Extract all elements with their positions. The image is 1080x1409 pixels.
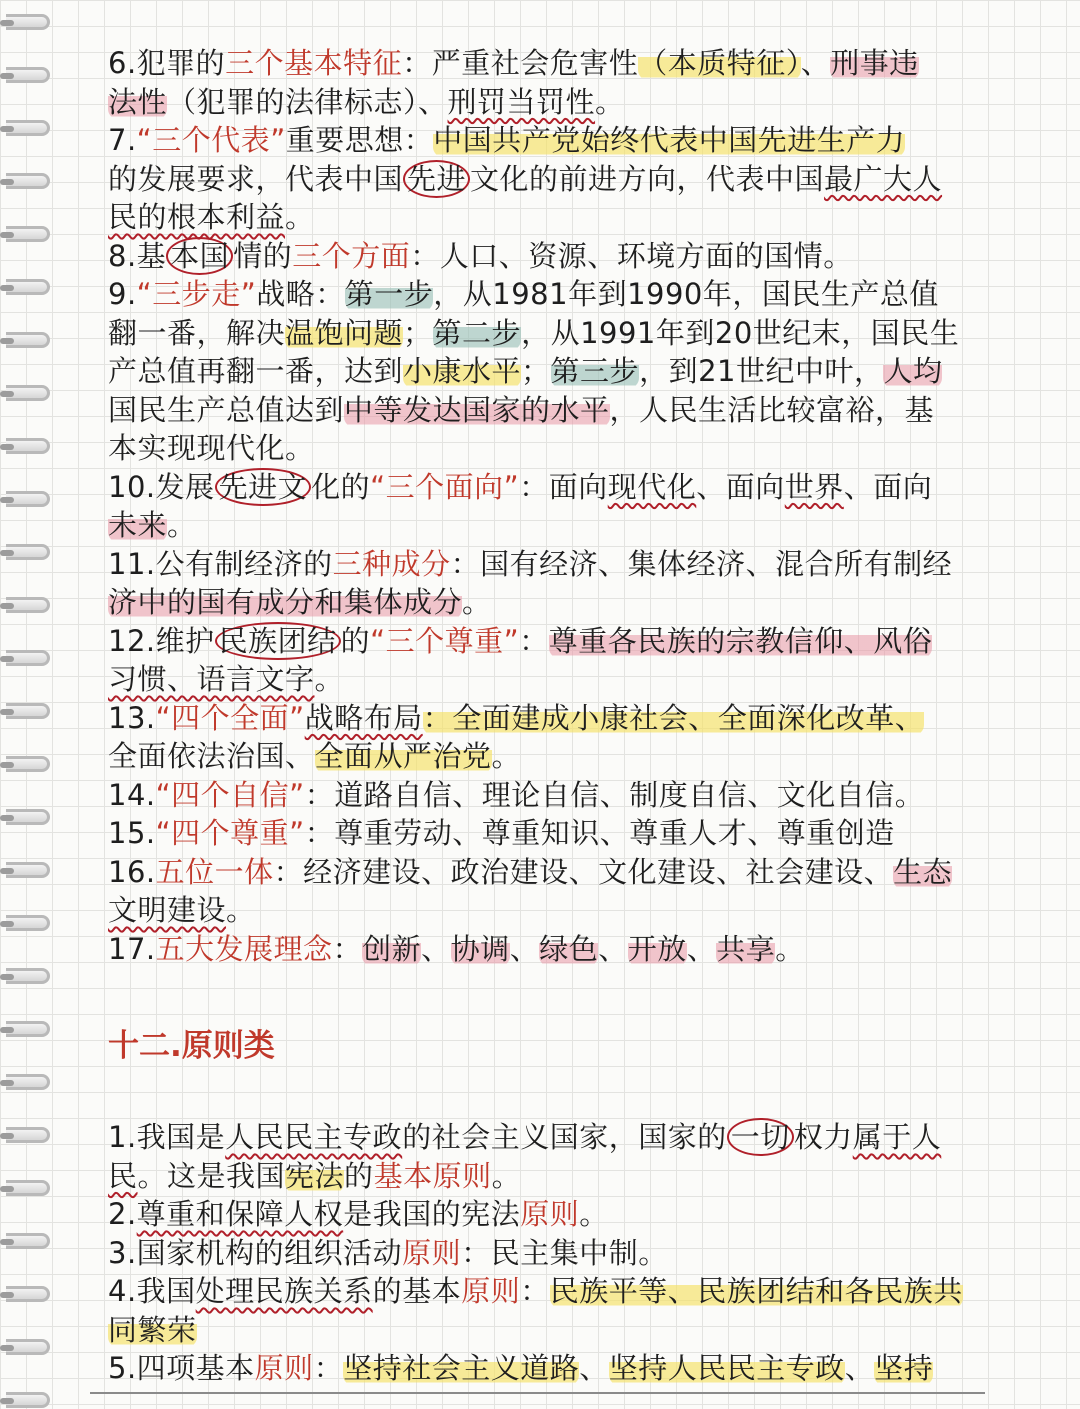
spiral-ring [6, 968, 50, 984]
note-text-segment: 五位一体 [155, 854, 274, 889]
note-text-segment: 、 [598, 931, 628, 966]
spiral-ring [6, 279, 50, 295]
note-text-segment: 绿色 [539, 931, 599, 966]
note-line [108, 1272, 988, 1311]
note-text-segment: 1.我国是 [108, 1120, 226, 1154]
note-line [108, 776, 988, 815]
note-text-segment: 属于人 [852, 1120, 942, 1154]
note-text-segment: 尊重各民族的宗教信仰、风俗 [548, 623, 933, 658]
note-text-segment: “四个尊重” [155, 816, 305, 850]
note-text-segment: 8.基 [108, 238, 167, 273]
note-text-segment: 翻一番，解决 [108, 315, 286, 350]
note-line [108, 1118, 988, 1157]
note-text-segment: 。 [595, 84, 625, 119]
note-line [108, 160, 988, 199]
note-text-segment: ： [520, 1274, 550, 1308]
spiral-ring [6, 438, 50, 454]
note-line [108, 660, 988, 699]
note-text-segment: 坚持 [874, 1351, 934, 1385]
note-text-segment: 战略布局 [304, 700, 423, 735]
spiral-ring [6, 173, 50, 189]
spiral-ring [6, 597, 50, 613]
note-line [108, 506, 988, 545]
note-text-segment: 、 [579, 1351, 609, 1385]
note-text-segment: ：尊重劳动、尊重知识、尊重人才、尊重创造 [304, 816, 895, 850]
spiral-ring [6, 226, 50, 242]
note-line [108, 429, 988, 468]
note-text-segment: 先进文 [215, 468, 312, 506]
note-text-segment: 。 [491, 739, 522, 773]
note-text-segment: 同繁荣 [108, 1312, 197, 1347]
note-text-segment: 的社会主义国家，国家的 [402, 1120, 727, 1154]
note-text-segment: 战略： [256, 277, 345, 311]
note-text-segment: 7. [108, 123, 137, 157]
note-text-segment: 宪法 [285, 1158, 345, 1193]
note-text-segment: ：民主集中制。 [461, 1235, 668, 1270]
note-text-segment: “三个尊重” [370, 623, 520, 658]
note-line [108, 44, 988, 83]
note-text-segment: 法性 [108, 84, 168, 119]
spiral-ring [6, 1233, 50, 1249]
note-text-segment: 5.四项基本 [108, 1351, 255, 1385]
note-text-segment: 。 [491, 1158, 522, 1193]
note-line [108, 275, 988, 314]
notes-content [108, 44, 988, 1388]
notes-list-top [108, 44, 988, 968]
note-text-segment: 先进 [403, 160, 470, 198]
note-text-segment: 全面依法治国、 [108, 739, 315, 773]
note-text-segment: 。 [775, 931, 805, 966]
spiral-ring [6, 1021, 50, 1037]
note-text-segment: 最广大人 [824, 161, 943, 196]
note-line [108, 699, 988, 738]
notebook-spiral-binding [0, 0, 62, 1409]
note-line [108, 121, 988, 160]
note-text-segment: 原则 [254, 1351, 314, 1385]
note-text-segment: 。 [167, 508, 197, 542]
note-text-segment: 温饱问题 [285, 315, 404, 350]
spiral-ring [6, 650, 50, 666]
note-text-segment: 、 [800, 46, 831, 80]
note-line [108, 83, 988, 122]
section-title: 十二.原则类 [108, 1028, 275, 1064]
note-text-segment: 民族平等、民族团结和各民族共 [549, 1274, 963, 1308]
note-text-segment: 文明建设 [108, 893, 227, 927]
note-text-segment: 14. [108, 777, 156, 812]
note-text-segment: ：道路自信、理论自信、制度自信、文化自信。 [304, 777, 925, 812]
note-text-segment: 共享 [716, 931, 776, 966]
note-text-segment: 11.公有制经济的 [108, 546, 333, 581]
note-text-segment: 、 [509, 931, 540, 966]
note-text-segment: 、面向 [843, 469, 933, 504]
note-text-segment: 17. [108, 931, 156, 966]
note-text-segment: 原则 [402, 1235, 462, 1270]
note-text-segment: 协调 [450, 931, 510, 966]
note-text-segment: 第一步 [344, 277, 434, 311]
note-text-segment: 的 [344, 1158, 374, 1193]
note-text-segment: 刑事违 [830, 46, 919, 80]
note-text-segment: ： [519, 623, 549, 658]
spiral-ring [6, 756, 50, 772]
note-text-segment: 三个方面 [292, 238, 411, 273]
note-text-segment: 的 [340, 623, 371, 658]
note-line [108, 1349, 988, 1388]
note-text-segment: 人民民主专政 [225, 1120, 403, 1154]
note-text-segment: ：人口、资源、环境方面的国情。 [410, 238, 853, 273]
spiral-ring [6, 1339, 50, 1355]
bottom-divider [90, 1392, 985, 1394]
note-text-segment: “四个全面” [155, 700, 305, 735]
note-text-segment: 。 [579, 1197, 609, 1231]
spiral-ring [6, 491, 50, 507]
note-text-segment: 情的 [233, 238, 293, 273]
note-text-segment: 坚持人民民主专政 [608, 1351, 845, 1385]
note-text-segment: （本质特征） [638, 46, 801, 80]
note-text-segment: 10.发展 [108, 469, 215, 504]
spiral-ring [6, 862, 50, 878]
note-text-segment: 基本原则 [373, 1158, 492, 1193]
note-text-segment: 3.国家机构的组织活动 [108, 1235, 403, 1270]
note-text-segment: 民 [108, 1158, 138, 1193]
note-text-segment: 。这是我国 [137, 1158, 286, 1193]
note-text-segment: 权力 [793, 1120, 853, 1154]
note-text-segment: （犯罪的法律标志）、 [167, 84, 448, 119]
note-text-segment: 15. [108, 816, 156, 850]
note-text-segment: 刑罚当罚性 [447, 84, 596, 119]
note-text-segment: 原则 [520, 1197, 580, 1231]
note-text-segment: 五大发展理念 [155, 931, 333, 966]
note-text-segment: “三个面向” [370, 469, 520, 504]
note-text-segment: 三种成分 [332, 546, 451, 581]
note-text-segment: ：严重社会危害性 [402, 46, 639, 80]
note-line [108, 891, 988, 930]
note-text-segment: 济中的国有成分和集体成分 [108, 585, 463, 619]
note-line [108, 314, 988, 353]
note-text-segment: 、 [844, 1351, 875, 1385]
note-line [108, 1311, 988, 1350]
note-text-segment: ：全面建成小康社会、全面深化改革、 [422, 700, 925, 735]
note-text-segment: ：国有经济、集体经济、混合所有制经 [450, 546, 953, 581]
note-text-segment: ； [403, 315, 433, 350]
note-line [108, 1157, 988, 1196]
note-line [108, 1234, 988, 1273]
spiral-ring [6, 385, 50, 401]
note-text-segment: ，从1991年到20世纪末，国民生 [521, 315, 960, 350]
spiral-ring [6, 120, 50, 136]
note-text-segment: ：经济建设、政治建设、文化建设、社会建设、 [273, 854, 894, 889]
note-text-segment: “三个代表” [136, 123, 286, 157]
note-text-segment: 本国 [166, 237, 233, 275]
note-text-segment: ：面向 [519, 469, 608, 504]
spiral-ring [6, 915, 50, 931]
note-text-segment: 处理民族关系 [195, 1274, 373, 1308]
note-line [108, 930, 988, 969]
note-line [108, 545, 988, 584]
note-text-segment: 4.我国 [108, 1274, 196, 1308]
note-text-segment: 国民生产总值达到 [108, 392, 345, 427]
spiral-ring [6, 1074, 50, 1090]
note-line [108, 237, 988, 276]
note-text-segment: 9. [108, 277, 137, 311]
spiral-ring [6, 703, 50, 719]
note-text-segment: ； [521, 354, 551, 388]
spiral-ring [6, 1127, 50, 1143]
note-text-segment: ： [332, 931, 363, 966]
note-text-segment: ，人民生活比较富裕，基 [609, 392, 935, 427]
note-text-segment: “三步走” [136, 277, 257, 311]
note-text-segment: 6.犯罪的 [108, 46, 226, 80]
note-text-segment: 习惯、语言文字 [108, 662, 315, 696]
note-text-segment: ： [313, 1351, 344, 1385]
note-text-segment: 12.维护 [108, 623, 215, 658]
note-text-segment: 小康水平 [403, 354, 522, 388]
note-text-segment: 现代化 [607, 469, 697, 504]
note-text-segment: 世界 [784, 469, 844, 504]
spiral-ring [6, 544, 50, 560]
spiral-ring [6, 1392, 50, 1408]
note-text-segment: 是我国的宪法 [343, 1197, 521, 1231]
spiral-ring [6, 1180, 50, 1196]
note-text-segment: 坚持社会主义道路 [343, 1351, 580, 1385]
note-text-segment: ，从1981年到1990年，国民生产总值 [433, 277, 939, 311]
note-text-segment: 第二步 [432, 315, 522, 350]
note-text-segment: 2. [108, 1197, 137, 1231]
note-text-segment: 一切 [727, 1118, 794, 1156]
note-text-segment: 的发展要求，代表中国 [108, 161, 404, 196]
spiral-ring [6, 332, 50, 348]
spiral-ring [6, 67, 50, 83]
note-text-segment: 民的根本利益 [108, 200, 286, 234]
note-text-segment: 未来 [108, 508, 168, 542]
note-text-segment: 三个基本特征 [225, 46, 403, 80]
note-text-segment: 。 [285, 200, 315, 234]
note-text-segment: 创新 [362, 931, 422, 966]
spiral-ring [6, 1286, 50, 1302]
note-text-segment: 尊重和保障人权 [136, 1197, 344, 1231]
spiral-ring [6, 809, 50, 825]
note-text-segment: 人均 [883, 354, 943, 388]
note-text-segment: 开放 [627, 931, 687, 966]
note-text-segment: 13. [108, 700, 156, 735]
note-text-segment: 。 [314, 662, 345, 696]
note-line [108, 1195, 988, 1234]
notes-list-bottom [108, 1118, 988, 1388]
note-text-segment: 、面向 [696, 469, 785, 504]
note-text-segment: 、 [421, 931, 451, 966]
note-text-segment: 本实现现代化。 [108, 431, 315, 465]
note-text-segment: 生态 [893, 854, 953, 889]
note-text-segment: 产总值再翻一番，达到 [108, 354, 404, 388]
note-text-segment: 。 [226, 893, 256, 927]
note-text-segment: 、 [686, 931, 717, 966]
spiral-ring [6, 14, 50, 30]
note-line [108, 352, 988, 391]
note-line [108, 583, 988, 622]
note-line [108, 622, 988, 661]
note-text-segment: 16. [108, 854, 156, 889]
note-text-segment: 中等发达国家的水平 [344, 392, 610, 427]
note-line [108, 198, 988, 237]
note-text-segment: 文化的前进方向，代表中国 [470, 161, 825, 196]
note-text-segment: 原则 [461, 1274, 521, 1308]
note-text-segment: 第三步 [550, 354, 640, 388]
note-text-segment: 重要思想： [285, 123, 434, 157]
note-text-segment: 的基本 [372, 1274, 462, 1308]
note-text-segment: 化的 [311, 469, 371, 504]
note-text-segment: “四个自信” [155, 777, 305, 812]
note-line [108, 814, 988, 853]
note-text-segment: 中国共产党始终代表中国先进生产力 [433, 123, 906, 157]
note-text-segment: ，到21世纪中叶， [639, 354, 884, 388]
note-text-segment: 民族团结 [215, 622, 341, 660]
note-line [108, 391, 988, 430]
section-header [108, 968, 988, 1118]
note-text-segment: 。 [462, 585, 492, 619]
note-line [108, 737, 988, 776]
note-line [108, 468, 988, 507]
note-line [108, 853, 988, 892]
note-text-segment: 全面从严治党 [314, 739, 492, 773]
